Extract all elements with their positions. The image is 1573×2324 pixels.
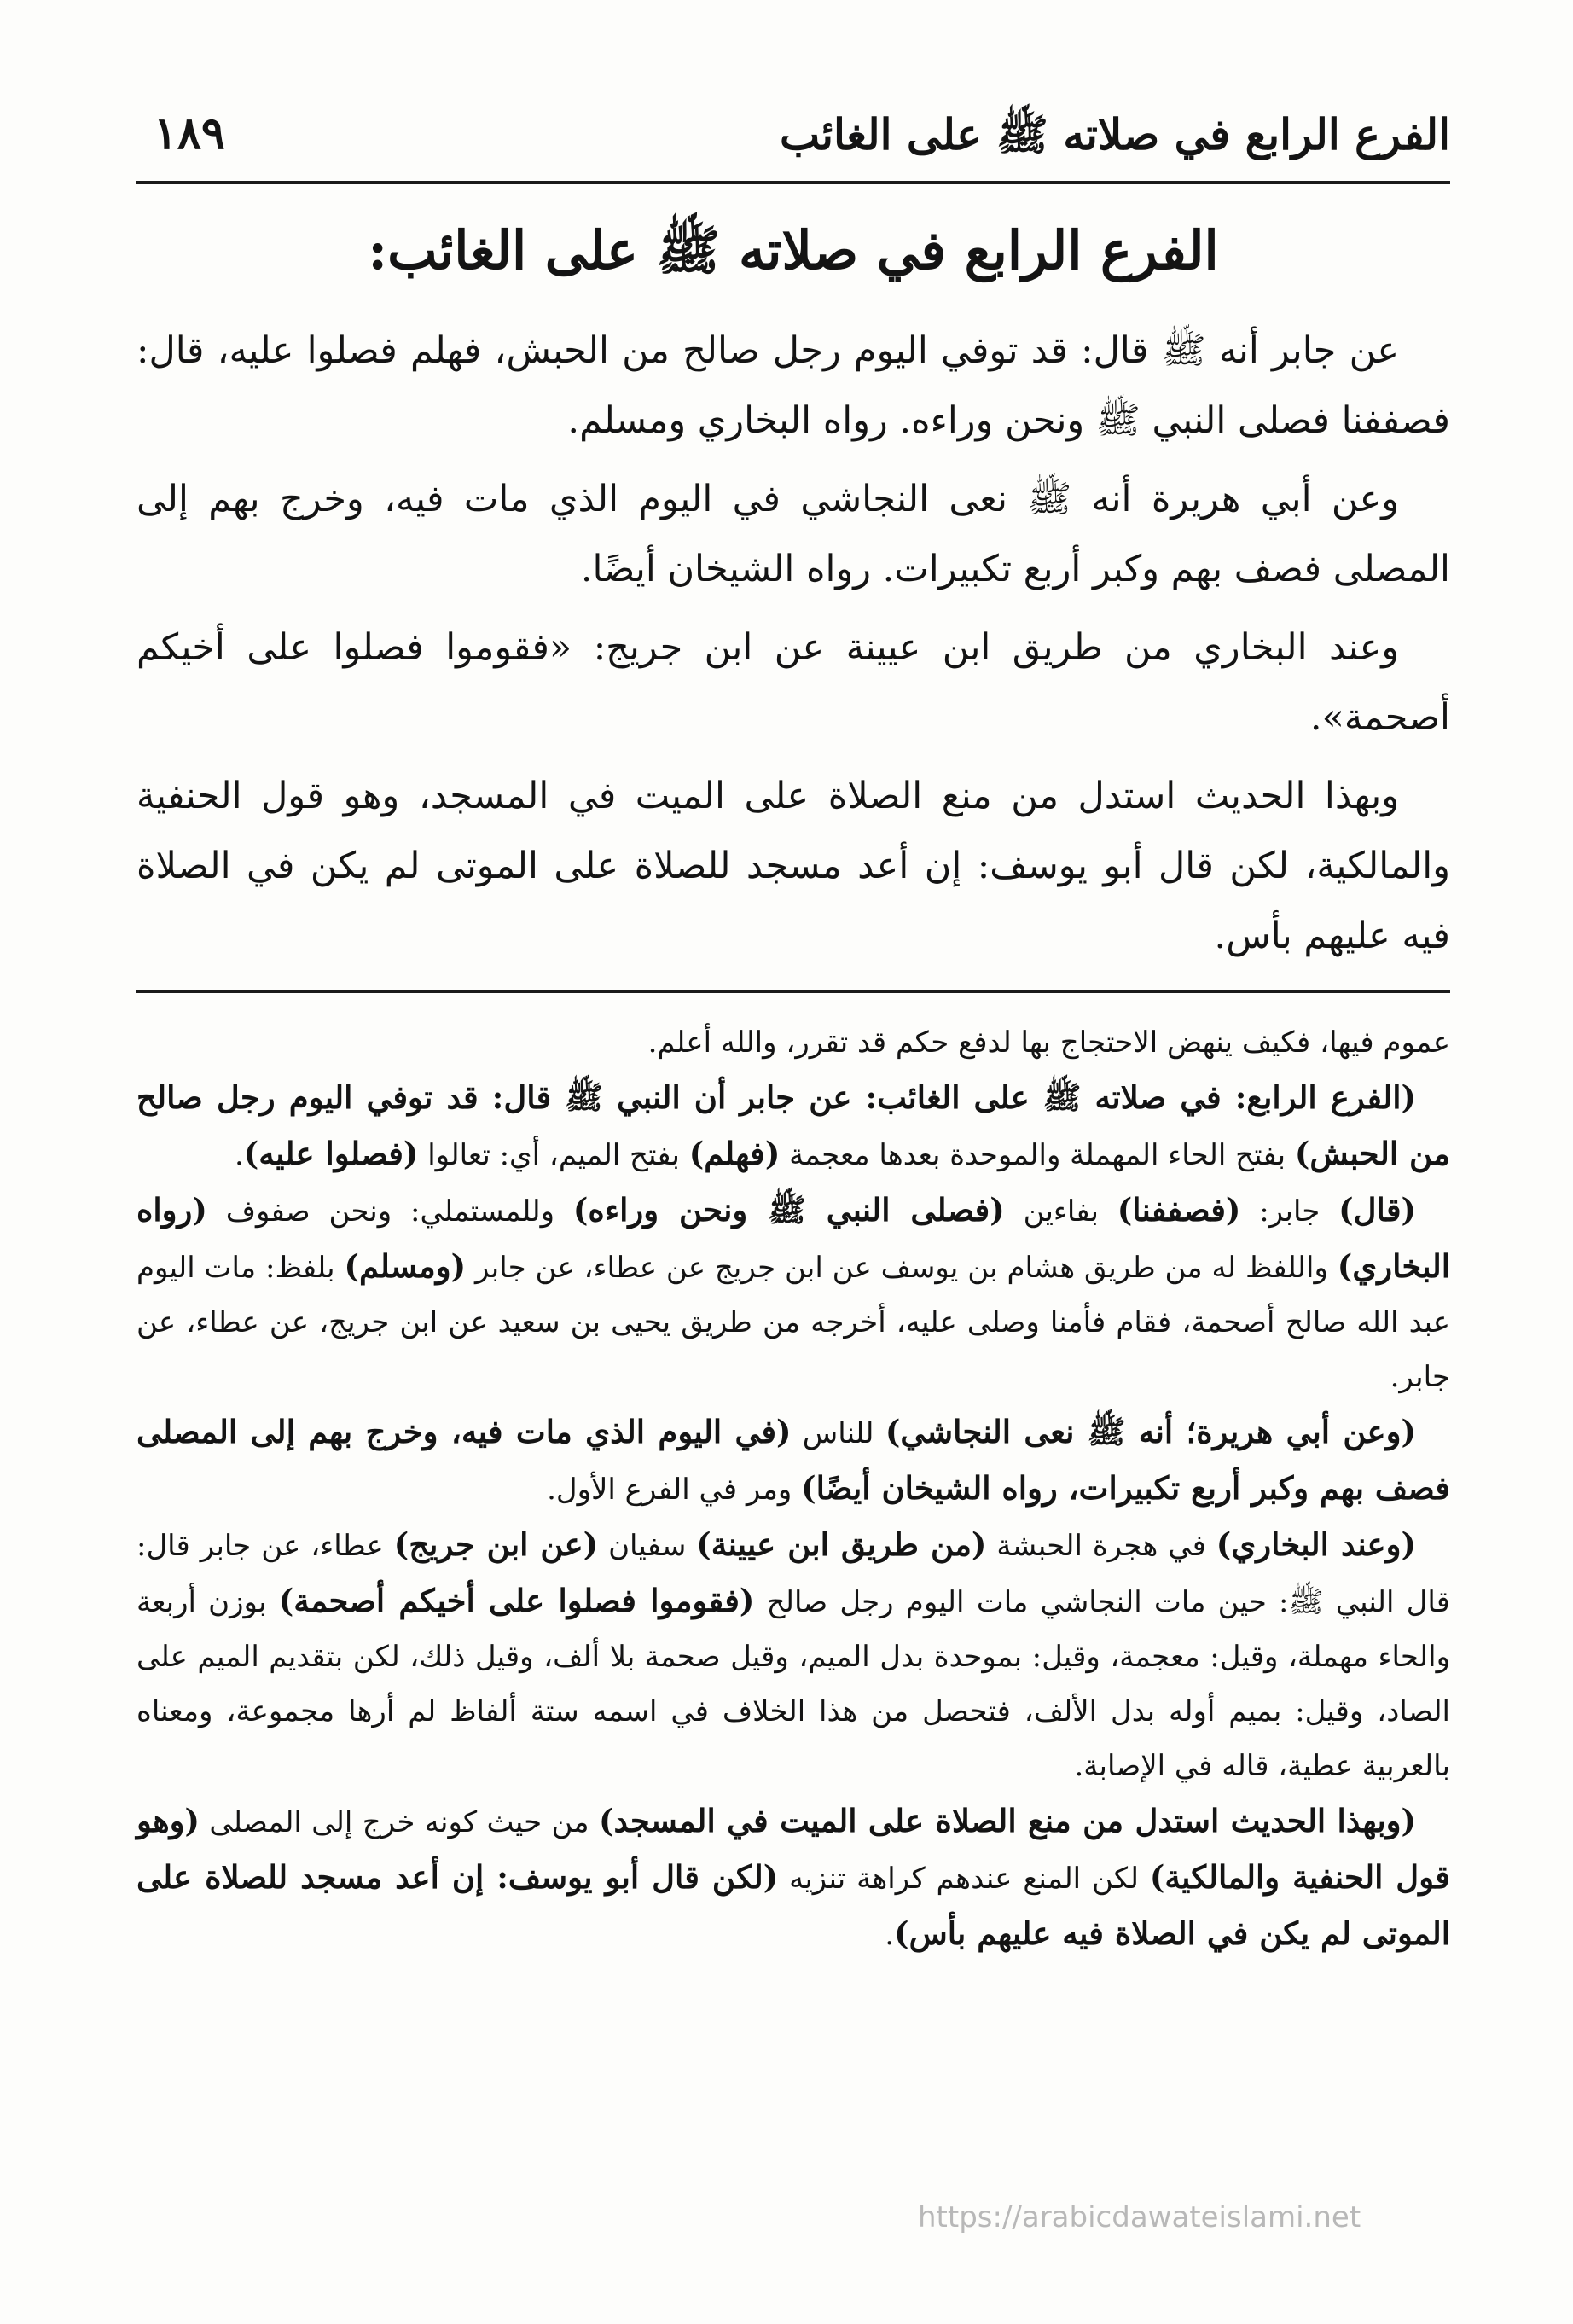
commentary-text: للناس xyxy=(791,1416,885,1450)
commentary xyxy=(136,1015,1450,1962)
commentary-paragraph: عموم فيها، فكيف ينهض الاحتجاج بها لدفع حكم قد تقرر، والله أعلم. xyxy=(647,1025,1450,1060)
quoted-text: (فصلى النبي ﷺ ونحن وراءه) xyxy=(572,1191,1005,1229)
running-title: الفرع الرابع في صلاته ﷺ على الغائب xyxy=(780,109,1450,160)
quoted-text: (وعن أبي هريرة؛ أنه ﷺ نعى النجاشي) xyxy=(885,1413,1417,1450)
commentary-text: بفتح الميم، أي: تعالوا xyxy=(418,1138,689,1172)
commentary-text: بفاءين xyxy=(1004,1194,1117,1229)
main-paragraph-bukhari: وعند البخاري من طريق ابن عيينة عن ابن جريج: «فقوموا فصلوا على أخيكم أصحمة». xyxy=(136,626,1450,739)
commentary-paragraph xyxy=(136,1517,1450,1793)
quoted-text: (فقوموا فصلوا على أخيكم أصحمة) xyxy=(278,1582,755,1619)
commentary-text: بلفظ: مات اليوم عبد الله صالح أصحمة، فقام فأمنا وصلى عليه، أخرجه من طريق يحيى بن سعيد عن ابن جريج، عن عطاء، عن جابر. xyxy=(136,1251,1450,1394)
commentary-text: ومر في الفرع الأول. xyxy=(547,1473,802,1507)
quoted-text: (في اليوم الذي مات فيه، وخرج بهم إلى المصلى فصف بهم وكبر أربع تكبيرات، رواه الشيخان أيضًا) xyxy=(136,1413,1450,1507)
commentary-text: بوزن أربعة والحاء مهملة، وقيل: معجمة، وقيل: بموحدة بدل الميم، وقيل صحمة بلا ألف، وقيل ذلك، لكن بتقديم الميم على الصاد، وقيل: بميم أوله بدل الألف، فتحصل من هذا الخلاف في اسمه ستة ألفاظ لم أرها مجموعة، ومعناه بالعربية عطية، قاله في الإصابة. xyxy=(136,1585,1450,1783)
main-paragraph-jabir: عن جابر أنه ﷺ قال: قد توفي اليوم رجل صالح من الحبش، فهلم فصلوا عليه، قال: فصففنا فصلى النبي ﷺ ونحن وراءه. رواه البخاري ومسلم. xyxy=(136,329,1450,442)
commentary-text: من حيث كونه خرج إلى المصلى xyxy=(200,1805,599,1839)
quoted-text: (قال) xyxy=(1338,1191,1417,1229)
commentary-text: بفتح الحاء المهملة والموحدة بعدها معجمة xyxy=(780,1138,1295,1172)
page-header xyxy=(136,102,1450,184)
quoted-text: (فهلم) xyxy=(688,1135,781,1172)
commentary-text: عطاء، عن جابر قال: قال النبي ﷺ: حين مات النجاشي مات اليوم رجل صالح xyxy=(136,1529,1450,1619)
commentary-paragraph xyxy=(136,1182,1450,1404)
main-paragraph-masjid: وبهذا الحديث استدل من منع الصلاة على الميت في المسجد، وهو قول الحنفية والمالكية، لكن قال أبو يوسف: إن أعد مسجد للصلاة على الموتى لم يكن في الصلاة فيه عليهم بأس. xyxy=(136,775,1450,957)
commentary-text: سفيان xyxy=(598,1529,697,1563)
quoted-text: (فصففنا) xyxy=(1117,1191,1241,1229)
main-text xyxy=(136,316,1450,971)
quoted-text: (وهو قول الحنفية والمالكية) xyxy=(136,1802,1450,1896)
commentary-text: . xyxy=(234,1138,244,1172)
commentary-text: وللمستملي: ونحن صفوف xyxy=(206,1194,573,1229)
quoted-text: (ومسلم) xyxy=(344,1247,467,1285)
main-paragraph-abu-hurayra: وعن أبي هريرة أنه ﷺ نعى النجاشي في اليوم الذي مات فيه، وخرج بهم إلى المصلى فصف بهم وكبر أربع تكبيرات. رواه الشيخان أيضًا. xyxy=(136,478,1450,590)
quoted-text: (عن ابن جريج) xyxy=(393,1525,599,1563)
commentary-text: جابر: xyxy=(1240,1194,1339,1229)
book-page xyxy=(136,102,1450,2269)
page-number: ١٨٩ xyxy=(154,107,225,160)
commentary-paragraph xyxy=(136,1793,1450,1962)
commentary-paragraph xyxy=(136,1070,1450,1182)
commentary-text: . xyxy=(885,1918,895,1952)
quoted-text: (فصلوا عليه) xyxy=(243,1135,419,1172)
section-heading: الفرع الرابع في صلاته ﷺ على الغائب: xyxy=(368,219,1219,282)
quoted-text: (الفرع الرابع: في صلاته ﷺ على الغائب: عن جابر أن النبي ﷺ قال: قد توفي اليوم رجل صالح من الحبش) xyxy=(136,1078,1450,1172)
commentary-text: لكن المنع عندهم كراهة تنزيه xyxy=(778,1862,1150,1896)
quoted-text: (لكن قال أبو يوسف: إن أعد مسجد للصلاة على الموتى لم يكن في الصلاة فيه عليهم بأس) xyxy=(136,1858,1450,1952)
commentary-divider xyxy=(136,990,1450,993)
commentary-text: واللفظ له من طريق هشام بن يوسف عن ابن جريج عن عطاء، عن جابر xyxy=(466,1251,1338,1285)
quoted-text: (من طريق ابن عيينة) xyxy=(696,1525,987,1563)
quoted-text: (رواه البخاري) xyxy=(136,1191,1450,1285)
source-watermark: https://arabicdawateislami.net xyxy=(918,2200,1361,2234)
commentary-text: في هجرة الحبشة xyxy=(986,1529,1216,1563)
quoted-text: (وبهذا الحديث استدل من منع الصلاة على الميت في المسجد) xyxy=(598,1802,1416,1839)
commentary-paragraph xyxy=(136,1404,1450,1517)
quoted-text: (وعند البخاري) xyxy=(1216,1525,1416,1563)
